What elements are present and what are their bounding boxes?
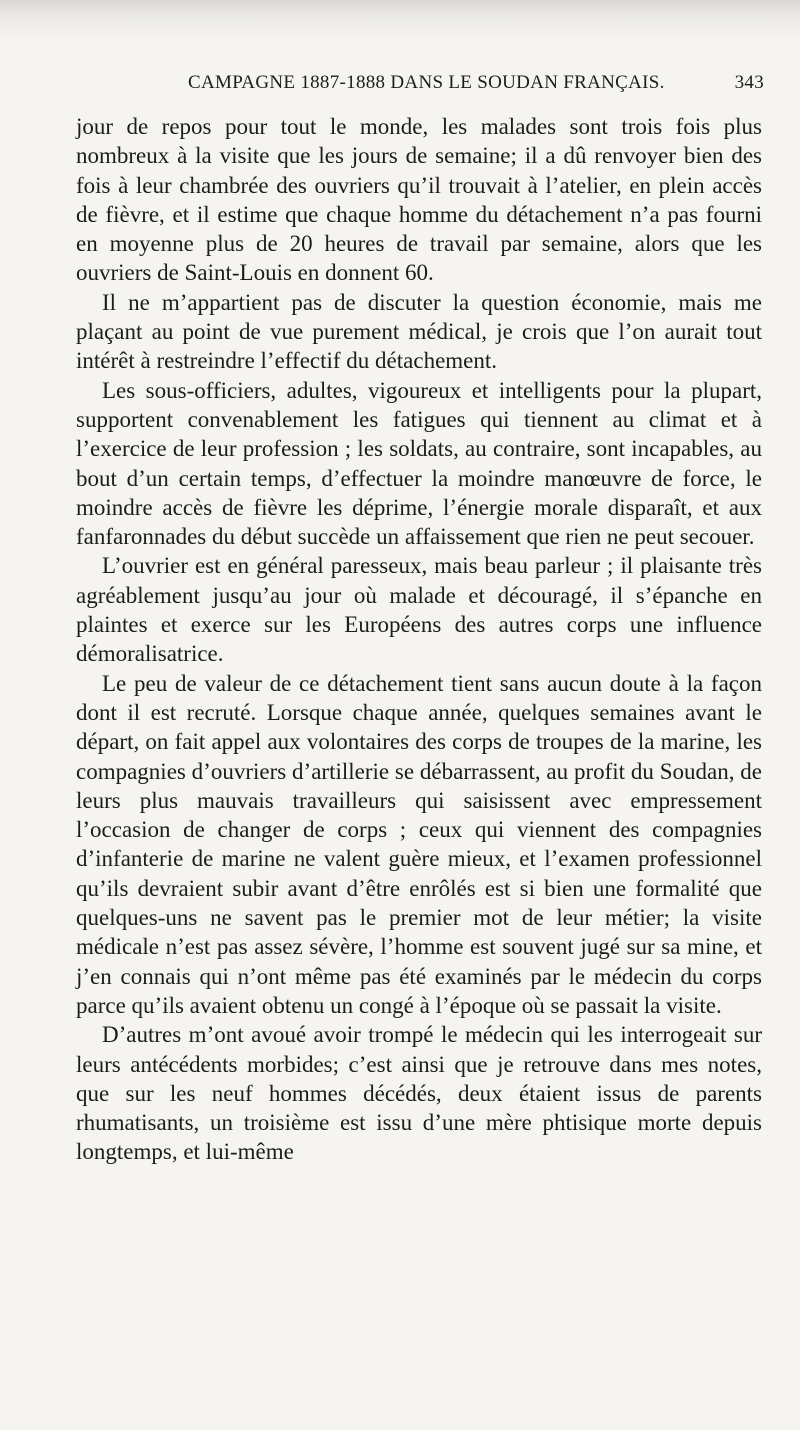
paragraph: Il ne m’appartient pas de discuter la question économie, mais me plaçant au point de vue purement médical, je crois que l’on aurait tout intérêt à restreindre l’effectif du détachement. (76, 289, 762, 374)
running-header (76, 72, 764, 102)
running-title: CAMPAGNE 1887-1888 DANS LE SOUDAN FRANÇAIS. (188, 72, 665, 93)
paragraph: Les sous-officiers, adultes, vigoureux et intelligents pour la plupart, supportent convenablement les fatigues qui tiennent au climat et à l’exercice de leur profession ; les soldats, au contraire, sont incapables, au bout d’un certain temps, d’effectuer la moindre manœuvre de force, le moindre accès de fièvre les déprime, l’énergie morale disparaît, et aux fanfaronnades du début succède un affaissement que rien ne peut secouer. (76, 377, 762, 550)
paragraph: Le peu de valeur de ce détachement tient sans aucun doute à la façon dont il est recruté. Lorsque chaque année, quelques semaines avant le départ, on fait appel aux volontaires des corps de troupes de la marine, les compagnies d’ouvriers d’artillerie se débarrassent, au profit du Soudan, de leurs plus mauvais travailleurs qui saisissent avec empressement l’occasion de changer de corps ; ceux qui viennent des compagnies d’infanterie de marine ne valent guère mieux, et l’examen professionnel qu’ils devraient subir avant d’être enrôlés est si bien une formalité que quelques-uns ne savent pas le premier mot de leur métier; la visite médicale n’est pas assez sévère, l’homme est souvent jugé sur sa mine, et j’en connais qui n’ont même pas été examinés par le médecin du corps parce qu’ils avaient obtenu un congé à l’époque où se passait la visite. (76, 670, 762, 1018)
paragraph: L’ouvrier est en général paresseux, mais beau parleur ; il plaisante très agréablement jusqu’au jour où malade et découragé, il s’épanche en plaintes et exerce sur les Européens des autres corps une influence démoralisatrice. (76, 553, 762, 667)
paragraph: D’autres m’ont avoué avoir trompé le médecin qui les interrogeait sur leurs antécédents morbides; c’est ainsi que je retrouve dans mes notes, que sur les neuf hommes décédés, deux étaient issus de parents rhumatisants, un troisième est issu d’une mère phtisique morte depuis longtemps, et lui-même (76, 1022, 762, 1165)
paragraph: jour de repos pour tout le monde, les malades sont trois fois plus nombreux à la visite que les jours de semaine; il a dû renvoyer bien des fois à leur chambrée des ouvriers qu’il trouvait à l’atelier, en plein accès de fièvre, et il estime que chaque homme du détachement n’a pas fourni en moyenne plus de 20 heures de travail par semaine, alors que les ouvriers de Saint-Louis en donnent 60. (76, 114, 762, 286)
scan-shadow (0, 0, 800, 40)
page-number: 343 (734, 72, 764, 93)
body-text (76, 112, 762, 1167)
